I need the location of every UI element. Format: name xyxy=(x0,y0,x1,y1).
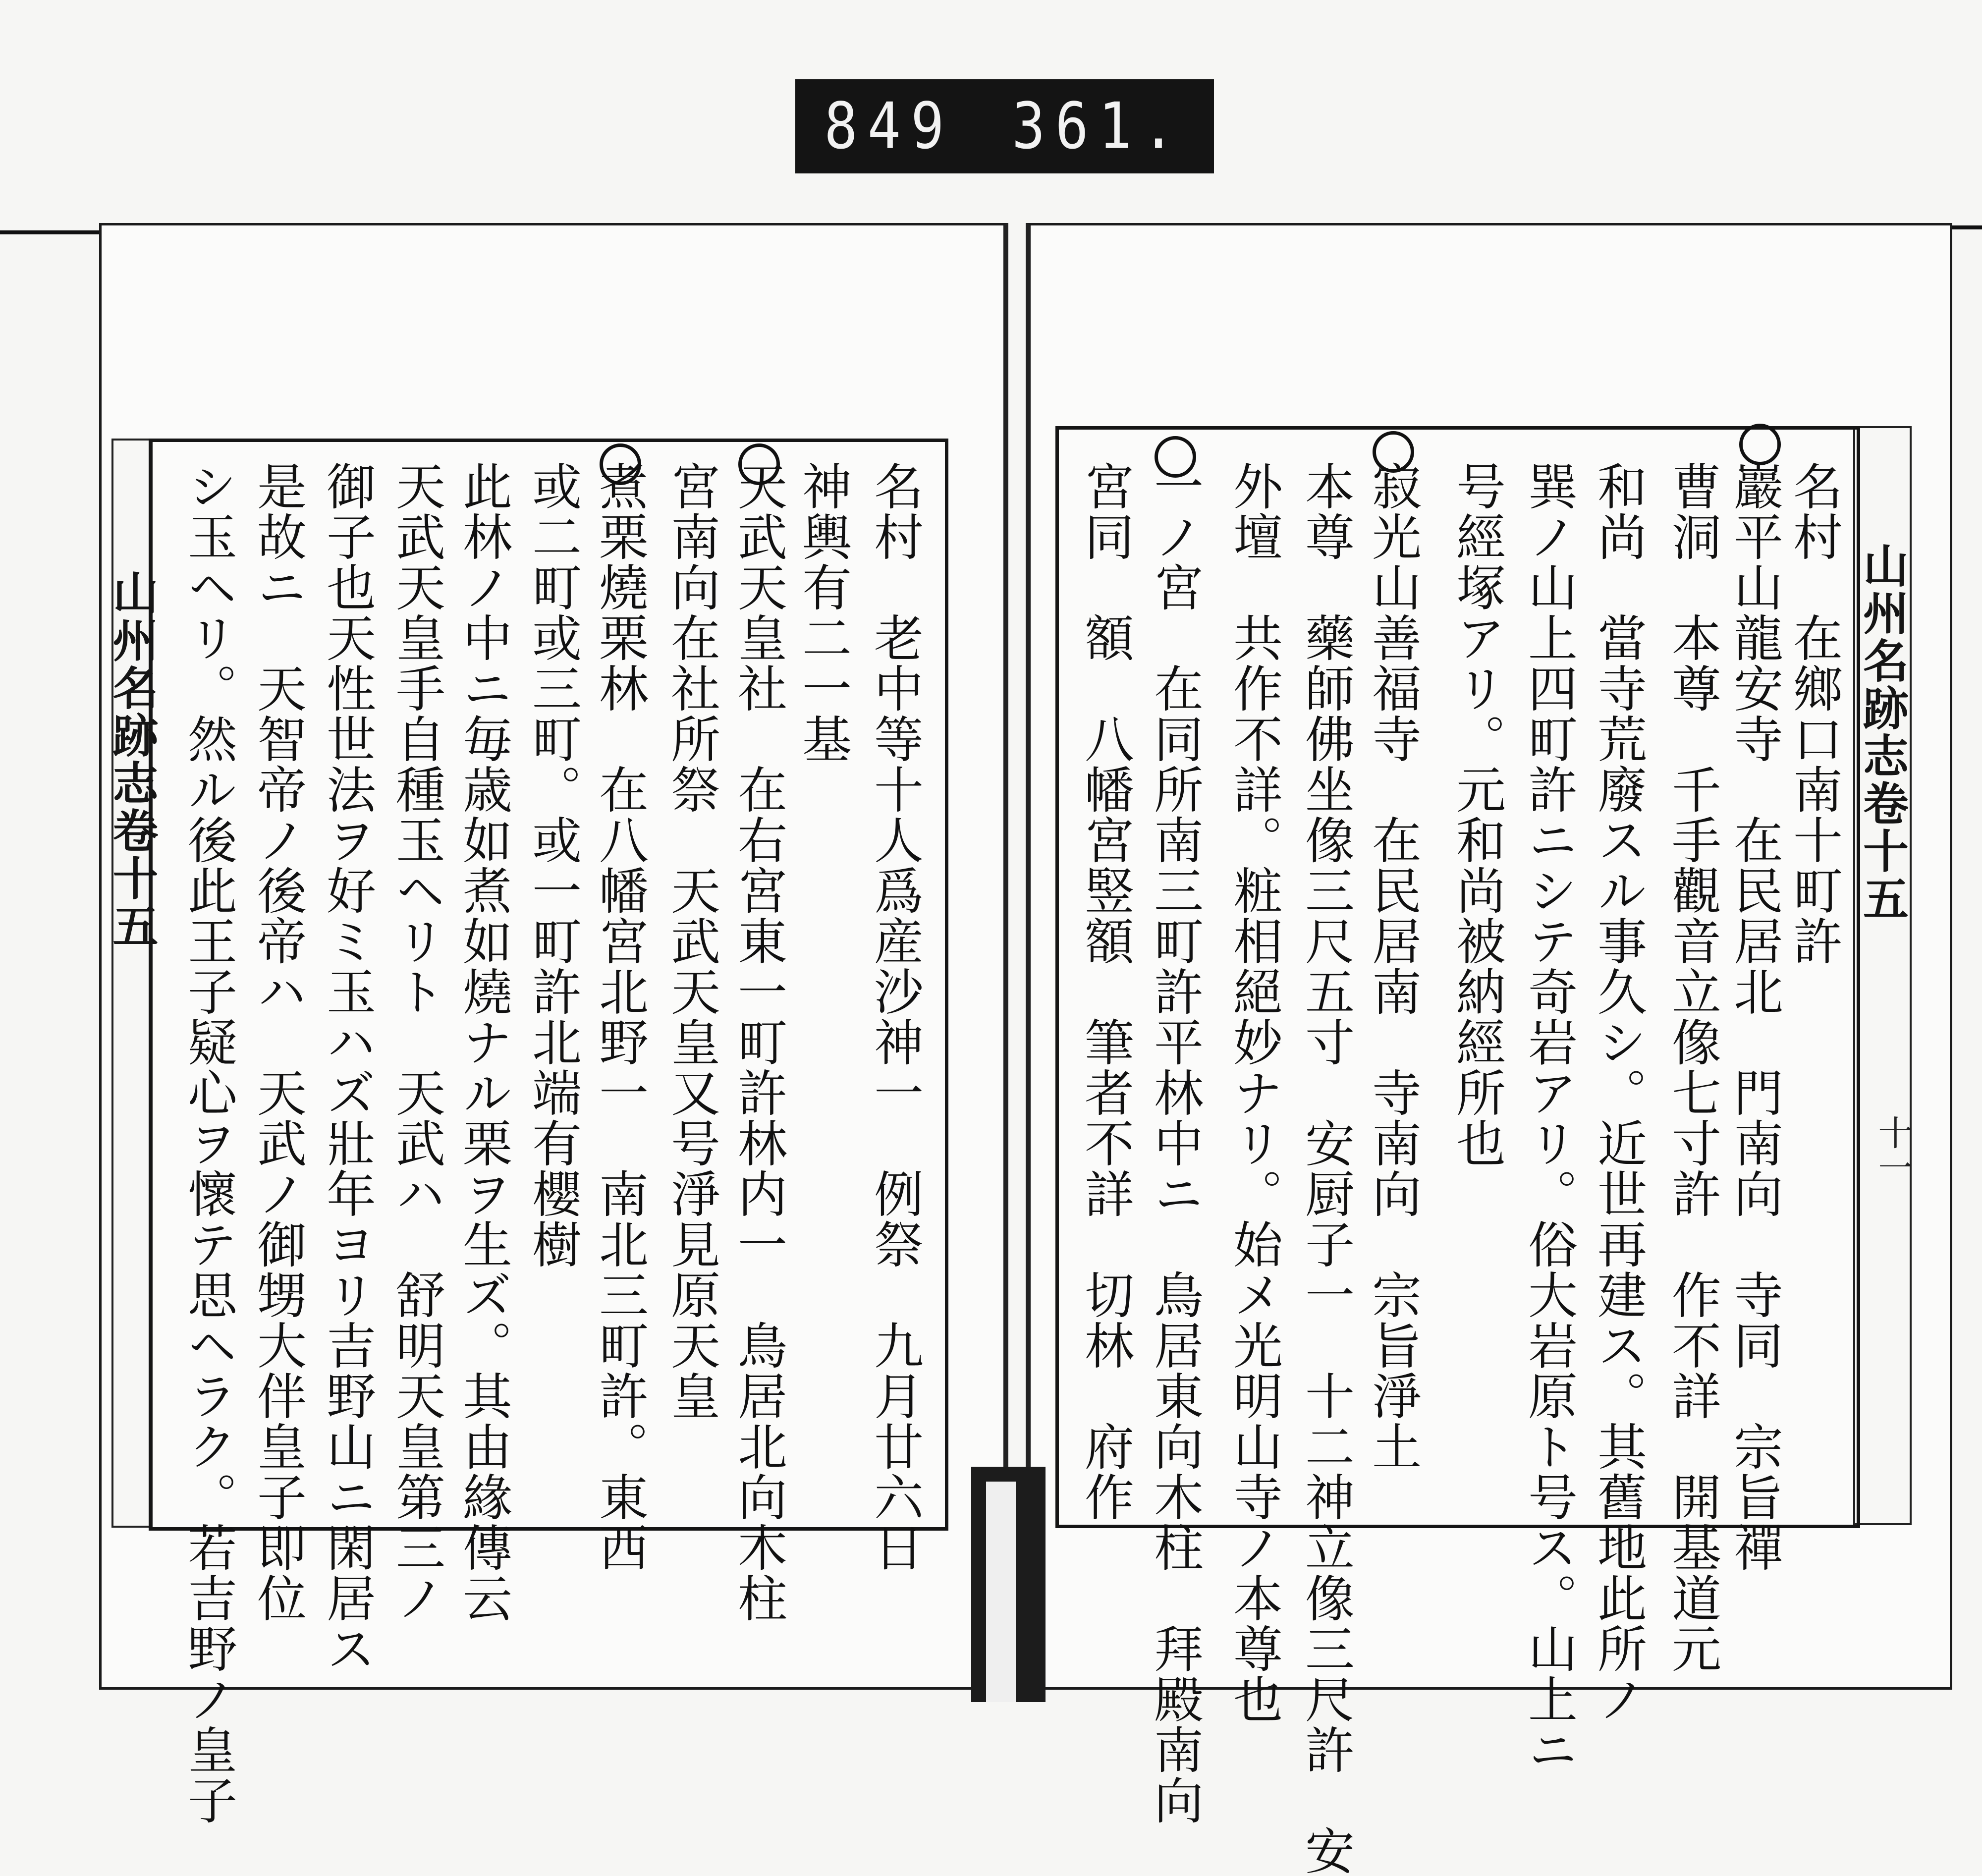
left-page-margin-title-box xyxy=(105,439,159,1528)
right-page-column: 一ノ宮 在同所南三町許平林中ニ 鳥居東向木柱 拜殿南向 xyxy=(1146,461,1204,1825)
right-page-column: 和尚 當寺荒廢スル事久シ。近世再建ス。其舊地此所ノ xyxy=(1589,461,1647,1724)
right-page-margin-title: 山州名跡志卷十五 xyxy=(1856,542,1909,923)
left-page-column: シ玉ヘリ。然ル後此王子疑心ヲ懷テ思ヘラク。若吉野ノ皇子 xyxy=(179,461,237,1825)
left-page-column: 或二町或三町。或一町許北端有櫻樹 xyxy=(524,461,582,1269)
left-page-column: 此林ノ中ニ毎歳如煮如燒ナル栗ヲ生ズ。其由緣傳云 xyxy=(454,461,512,1623)
left-page-column: 宮南向在社所祭 天武天皇又号淨見原天皇 xyxy=(662,461,720,1421)
right-page-column: 外壇 共作不詳。粧相絕妙ナリ。始メ光明山寺ノ本尊也 xyxy=(1225,461,1283,1724)
left-page-column: 天武天皇手自種玉ヘリト 天武ハ 舒明天皇第三ノ xyxy=(387,461,445,1623)
book-gutter-gap xyxy=(986,1482,1016,1702)
left-page-column: 天武天皇社 在右宮東一町許林内一 鳥居北向木柱 xyxy=(729,461,787,1623)
right-page-column: 巽ノ山上四町許ニシテ奇岩アリ。俗大岩原ト号ス。山上ニ xyxy=(1520,461,1578,1775)
right-page-column: 巖平山龍安寺 在民居北 門南向 寺同 宗旨禪 xyxy=(1725,461,1783,1573)
right-page-margin-mark: 十一 xyxy=(1872,1115,1913,1184)
left-page-column: 御子也天性世法ヲ好ミ玉ハズ壯年ヨリ吉野山ニ閑居ス xyxy=(318,461,376,1674)
right-page-margin-title-box xyxy=(1853,426,1912,1525)
entry-circle-marker xyxy=(1739,424,1781,465)
right-page-column: 号經塚アリ。元和尚被納經所也 xyxy=(1448,461,1506,1168)
left-page-margin-title: 山州名跡志卷十五 xyxy=(105,569,159,950)
left-page-column: 煮栗燒栗林 在八幡宮北野一 南北三町許。東西 xyxy=(591,461,649,1573)
left-page-column: 名村 老中等十人爲産沙神一 例祭 九月廿六日 xyxy=(866,461,924,1573)
left-page-column: 神輿有二一基 xyxy=(794,461,852,764)
right-page-column: 名村 在鄉口南十町許 xyxy=(1785,461,1843,966)
book-edge-line-left xyxy=(0,230,99,234)
left-page-column: 是故ニ 天智帝ノ後帝ハ 天武ノ御甥大伴皇子即位 xyxy=(249,461,307,1623)
archive-number-stamp xyxy=(795,79,1214,173)
stamp-left-number: 849 xyxy=(824,89,954,164)
right-page-column: 曹洞 本尊 千手觀音立像七寸許 作不詳 開基道元 xyxy=(1663,461,1721,1674)
right-page-column: 寂光山善福寺 在民居南 寺南向 宗旨淨土 xyxy=(1364,461,1422,1472)
right-page-column: 本尊 藥師佛坐像三尺五寸 安厨子一 十二神立像三尺許 安 xyxy=(1297,461,1355,1876)
stamp-right-number: 361. xyxy=(1012,89,1185,164)
right-page-column: 宮同 額 八幡宮竪額 筆者不詳 切林 府作 xyxy=(1076,461,1134,1522)
